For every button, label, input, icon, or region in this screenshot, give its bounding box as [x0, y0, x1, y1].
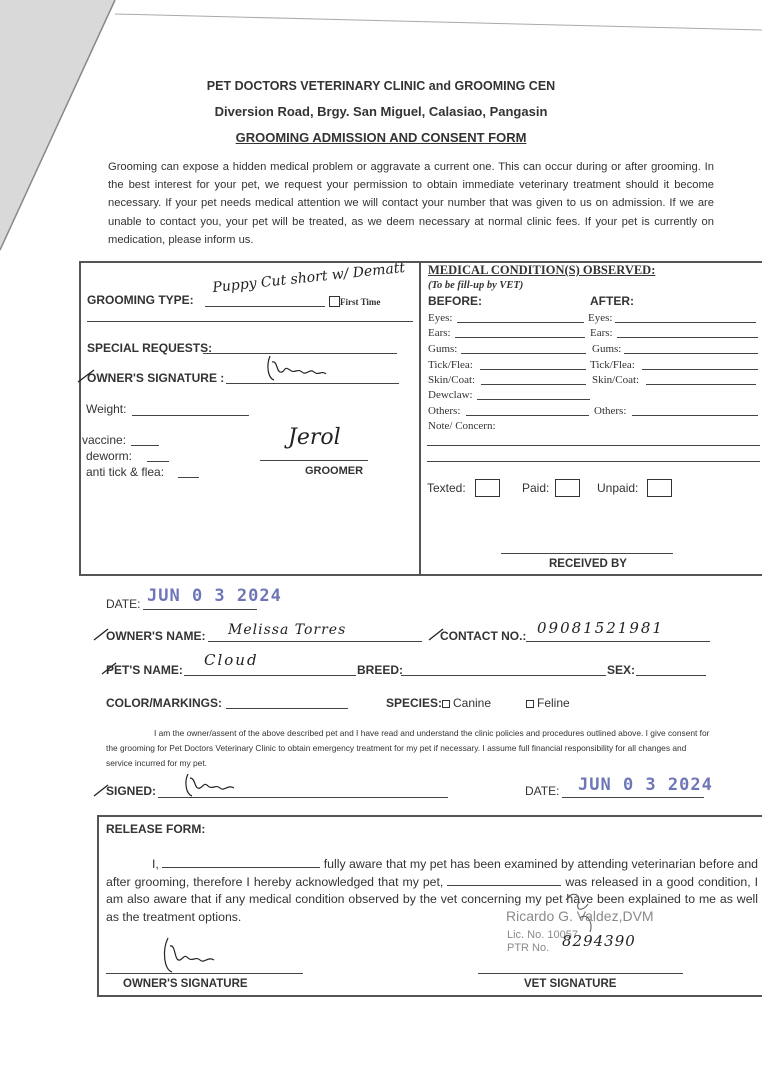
after-ears-line[interactable] — [617, 337, 758, 338]
clinic-name: PET DOCTORS VETERINARY CLINIC and GROOMING CEN — [206, 79, 556, 93]
date-label: DATE: — [106, 597, 141, 611]
consent-date-label: DATE: — [525, 784, 560, 798]
release-title: RELEASE FORM: — [106, 822, 206, 836]
before-others-line[interactable] — [466, 415, 589, 416]
sex-line[interactable] — [636, 675, 706, 676]
date-stamp: JUN 0 3 2024 — [147, 586, 282, 606]
release-pet-blank[interactable] — [447, 875, 561, 886]
paid-label: Paid: — [522, 481, 550, 495]
grooming-type-value[interactable]: Puppy Cut short w/ Dematt — [211, 259, 406, 297]
paid-checkbox[interactable] — [555, 479, 580, 497]
before-ears-line[interactable] — [455, 337, 585, 338]
vet-signature-line[interactable] — [478, 973, 683, 974]
release-owner-signature-label: OWNER'S SIGNATURE — [123, 978, 248, 990]
before-gums-label: Gums: — [428, 343, 458, 355]
texted-checkbox[interactable] — [475, 479, 500, 497]
release-text-3: was released in a good condition, I am also aware that if any medical condition observed by the vet concerning my pet have been explained to me as well as the treatment options. — [106, 874, 759, 924]
before-eyes-line[interactable] — [457, 322, 584, 323]
special-requests-label: SPECIAL REQUESTS: — [87, 341, 213, 355]
release-owner-signature-line[interactable] — [106, 973, 303, 974]
canine-label: Canine — [453, 696, 492, 710]
after-tick-label: Tick/Flea: — [590, 359, 635, 371]
medical-subtitle: (To be fill-up by VET) — [428, 280, 524, 291]
color-label: COLOR/MARKINGS: — [106, 696, 222, 710]
consent-text: I am the owner/assent of the above described pet and I have read and understand the clinic policies and procedures outlined above. I give consent for the grooming for Pet Doctors Veterinary Clinic to obtain emergency treatment for my pet if necessary. I assume full financial responsibility for all changes and service incurred for my pet. — [106, 728, 710, 768]
consent-date-stamp: JUN 0 3 2024 — [578, 775, 713, 795]
deworm-label: deworm: — [86, 449, 133, 463]
breed-label: BREED: — [357, 663, 404, 677]
after-skin-label: Skin/Coat: — [592, 374, 640, 386]
contact-value[interactable]: 09081521981 — [537, 619, 664, 637]
vet-stamp-lic: Lic. No. 10057 — [507, 929, 578, 941]
first-time-label: First Time — [340, 297, 381, 307]
release-i: I, — [152, 857, 159, 871]
after-gums-line[interactable] — [624, 353, 758, 354]
grooming-line-2 — [87, 321, 413, 322]
vet-signature-label: VET SIGNATURE — [524, 978, 617, 990]
received-by-line[interactable] — [501, 553, 673, 554]
after-eyes-line[interactable] — [615, 322, 756, 323]
canine-checkbox[interactable] — [442, 700, 450, 708]
breed-line[interactable] — [401, 675, 606, 676]
feline-checkbox[interactable] — [526, 700, 534, 708]
vaccine-label: vaccine: — [82, 433, 127, 447]
clinic-address: Diversion Road, Brgy. San Miguel, Calasiao, Pangasin — [214, 104, 548, 119]
owners-signature-label: OWNER'S SIGNATURE : — [87, 371, 225, 385]
contact-line[interactable] — [526, 641, 710, 642]
owners-name-label: OWNER'S NAME: — [106, 629, 206, 643]
after-eyes-label: Eyes: — [588, 312, 613, 324]
release-text-2: fully aware that my pet has been examined by attending veterinarian before and after grooming, therefore I hereby acknowledged that my pet, — [106, 857, 758, 889]
after-others-label: Others: — [594, 405, 627, 417]
consent-date-line[interactable] — [562, 797, 704, 798]
pets-name-value[interactable]: Cloud — [204, 651, 259, 669]
color-line[interactable] — [226, 708, 348, 709]
pets-name-label: PET'S NAME: — [106, 663, 183, 677]
signed-signature-scribble — [182, 770, 242, 800]
anti-tick-label: anti tick & flea: — [86, 465, 165, 479]
owners-name-line[interactable] — [208, 641, 422, 642]
before-skin-line[interactable] — [481, 384, 586, 385]
species-label: SPECIES: — [386, 696, 443, 710]
vet-signature-scribble — [560, 888, 610, 938]
texted-label: Texted: — [427, 481, 466, 495]
intro-paragraph: Grooming can expose a hidden medical problem or aggravate a current one. This can occur during or after grooming. In the best interest for your pet, we request your permission to obtain immediate veterinary treatment should it become necessary. If your pet needs medical attention we will contact your number that was given to us on admission. If we are unable to contact you, your pet will be treated, as we deem necessary at normal clinic fees. If your pet is currently on medication, please inform us. — [108, 161, 714, 246]
box-divider — [419, 261, 421, 574]
before-label: BEFORE: — [428, 294, 482, 308]
vet-stamp-ptr: PTR No. — [507, 942, 550, 954]
groomer-line — [260, 460, 368, 461]
form-title: GROOMING ADMISSION AND CONSENT FORM — [235, 130, 527, 145]
grooming-type-line — [205, 306, 325, 307]
contact-label: CONTACT NO.: — [440, 629, 527, 643]
after-others-line[interactable] — [632, 415, 758, 416]
after-gums-label: Gums: — [592, 343, 622, 355]
before-gums-line[interactable] — [461, 353, 586, 354]
after-ears-label: Ears: — [590, 327, 613, 339]
vet-stamp-name: Ricardo G. Valdez,DVM — [506, 908, 654, 924]
release-owner-signature-scribble — [158, 936, 220, 976]
weight-label: Weight: — [86, 402, 127, 416]
vaccine-line[interactable] — [131, 445, 159, 446]
before-tick-line[interactable] — [480, 369, 586, 370]
owners-name-value[interactable]: Melissa Torres — [228, 622, 347, 638]
weight-line[interactable] — [132, 415, 249, 416]
owner-signature-scribble — [262, 352, 332, 384]
after-skin-line[interactable] — [646, 384, 756, 385]
deworm-line[interactable] — [147, 461, 169, 462]
feline-label: Feline — [537, 696, 570, 710]
signed-label: SIGNED: — [106, 784, 157, 798]
note-line-2[interactable] — [427, 461, 760, 462]
before-others-label: Others: — [428, 405, 461, 417]
grooming-type-label: GROOMING TYPE: — [87, 293, 194, 307]
vet-ptr-value: 8294390 — [562, 932, 636, 950]
unpaid-checkbox[interactable] — [647, 479, 672, 497]
groomer-label: GROOMER — [305, 465, 364, 477]
release-text — [106, 856, 758, 926]
before-dewclaw-label: Dewclaw: — [428, 389, 473, 401]
before-ears-label: Ears: — [428, 327, 451, 339]
note-line-1[interactable] — [427, 445, 760, 446]
after-tick-line[interactable] — [642, 369, 758, 370]
pets-name-line[interactable] — [184, 675, 356, 676]
before-tick-label: Tick/Flea: — [428, 359, 473, 371]
before-skin-label: Skin/Coat: — [428, 374, 476, 386]
release-name-blank[interactable] — [162, 857, 320, 868]
date-line[interactable] — [143, 609, 257, 610]
first-time-checkbox[interactable] — [329, 296, 340, 307]
note-label: Note/ Concern: — [428, 420, 496, 432]
sex-label: SEX: — [607, 663, 636, 677]
received-by-label: RECEIVED BY — [549, 558, 627, 570]
check-mark-icon — [76, 366, 96, 386]
after-label: AFTER: — [590, 294, 634, 308]
anti-tick-line[interactable] — [178, 477, 199, 478]
medical-title: MEDICAL CONDITION(S) OBSERVED: — [428, 263, 656, 277]
groomer-value[interactable]: Jerol — [288, 425, 341, 450]
before-eyes-label: Eyes: — [428, 312, 453, 324]
before-dewclaw-line[interactable] — [477, 399, 590, 400]
unpaid-label: Unpaid: — [597, 481, 639, 495]
